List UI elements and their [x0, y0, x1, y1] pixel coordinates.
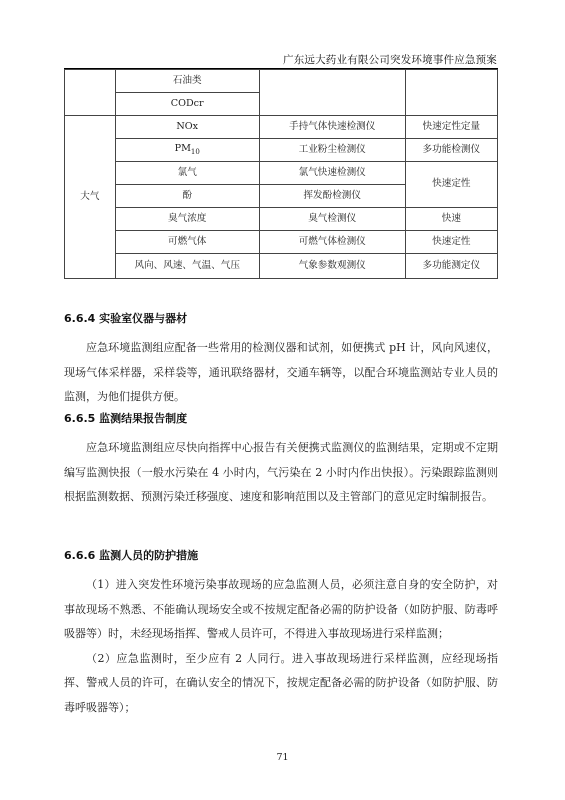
table-row [65, 254, 498, 279]
category-cell [65, 70, 116, 116]
table-row [65, 162, 498, 185]
type-cell: 多功能测定仪 [405, 254, 497, 279]
method-cell [259, 70, 405, 116]
type-cell: 快速 [405, 208, 497, 231]
item-cell: 氯气 [115, 162, 259, 185]
section-heading: 6.6.4 实验室仪器与器材 [64, 312, 188, 325]
section-heading: 6.6.5 监测结果报告制度 [64, 412, 188, 425]
type-cell: 多功能检测仪 [405, 139, 497, 162]
item-cell: 臭气浓度 [115, 208, 259, 231]
item-cell [115, 139, 259, 162]
method-cell: 可燃气体检测仪 [259, 231, 405, 254]
item-text: PM [174, 142, 191, 154]
section-heading: 6.6.6 监测人员的防护措施 [64, 549, 199, 562]
table-row [65, 231, 498, 254]
method-cell: 气象参数观测仪 [259, 254, 405, 279]
paragraph: （2）应急监测时，至少应有 2 人同行。进入事故现场进行采样监测，应经现场指挥、警戒人员的许可，在确认安全的情况下，按规定配备必需的防护设备（如防护服、防毒呼吸器等）； [64, 651, 498, 714]
item-cell: CODcr [115, 93, 259, 116]
item-cell: NOx [115, 116, 259, 139]
page-number: 71 [276, 752, 289, 763]
item-cell: 可燃气体 [115, 231, 259, 254]
item-cell: 石油类 [115, 70, 259, 93]
method-cell: 手持气体快速检测仪 [259, 116, 405, 139]
section-report-system [64, 410, 498, 510]
type-cell: 快速定性 [405, 231, 497, 254]
table-row [65, 116, 498, 139]
paragraph: 应急环境监测组应配备一些常用的检测仪器和试剂，如便携式 pH 计，风向风速仪，现场气体采样器，采样袋等，通讯联络器材，交通车辆等，以配合环境监测站专业人员的监测，为他们提供方便。 [64, 341, 498, 403]
type-cell: 快速定性定量 [405, 116, 497, 139]
instrument-table [64, 69, 498, 279]
table-row [65, 70, 498, 93]
method-cell: 挥发酚检测仪 [259, 185, 405, 208]
paragraph: （1）进入突发性环境污染事故现场的应急监测人员，必须注意自身的安全防护，对事故现场不熟悉、不能确认现场安全或不按规定配备必需的防护设备（如防护服、防毒呼吸器等）时，未经现场指挥、警戒人员许可，不得进入事故现场进行采样监测； [64, 578, 498, 640]
method-cell: 氯气快速检测仪 [259, 162, 405, 185]
section-staff-protection [64, 547, 498, 720]
table-row [65, 208, 498, 231]
item-cell: 风向、风速、气温、气压 [115, 254, 259, 279]
item-subscript: 10 [190, 147, 200, 156]
table-row [65, 139, 498, 162]
type-cell [405, 70, 497, 116]
method-cell: 工业粉尘检测仪 [259, 139, 405, 162]
type-cell: 快速定性 [405, 162, 497, 208]
section-lab-equipment [64, 310, 498, 410]
method-cell: 臭气检测仪 [259, 208, 405, 231]
running-header: 广东远大药业有限公司突发环境事件应急预案 [283, 54, 497, 66]
category-cell: 大气 [65, 116, 116, 279]
paragraph: 应急环境监测组应尽快向指挥中心报告有关便携式监测仪的监测结果，定期或不定期编写监测快报（一般水污染在 4 小时内，气污染在 2 小时内作出快报）。污染跟踪监测则根据监测数据、预测污染迁移强度、速度和影响范围以及主管部门的意见定时编制报告。 [64, 441, 498, 503]
item-cell: 酚 [115, 185, 259, 208]
